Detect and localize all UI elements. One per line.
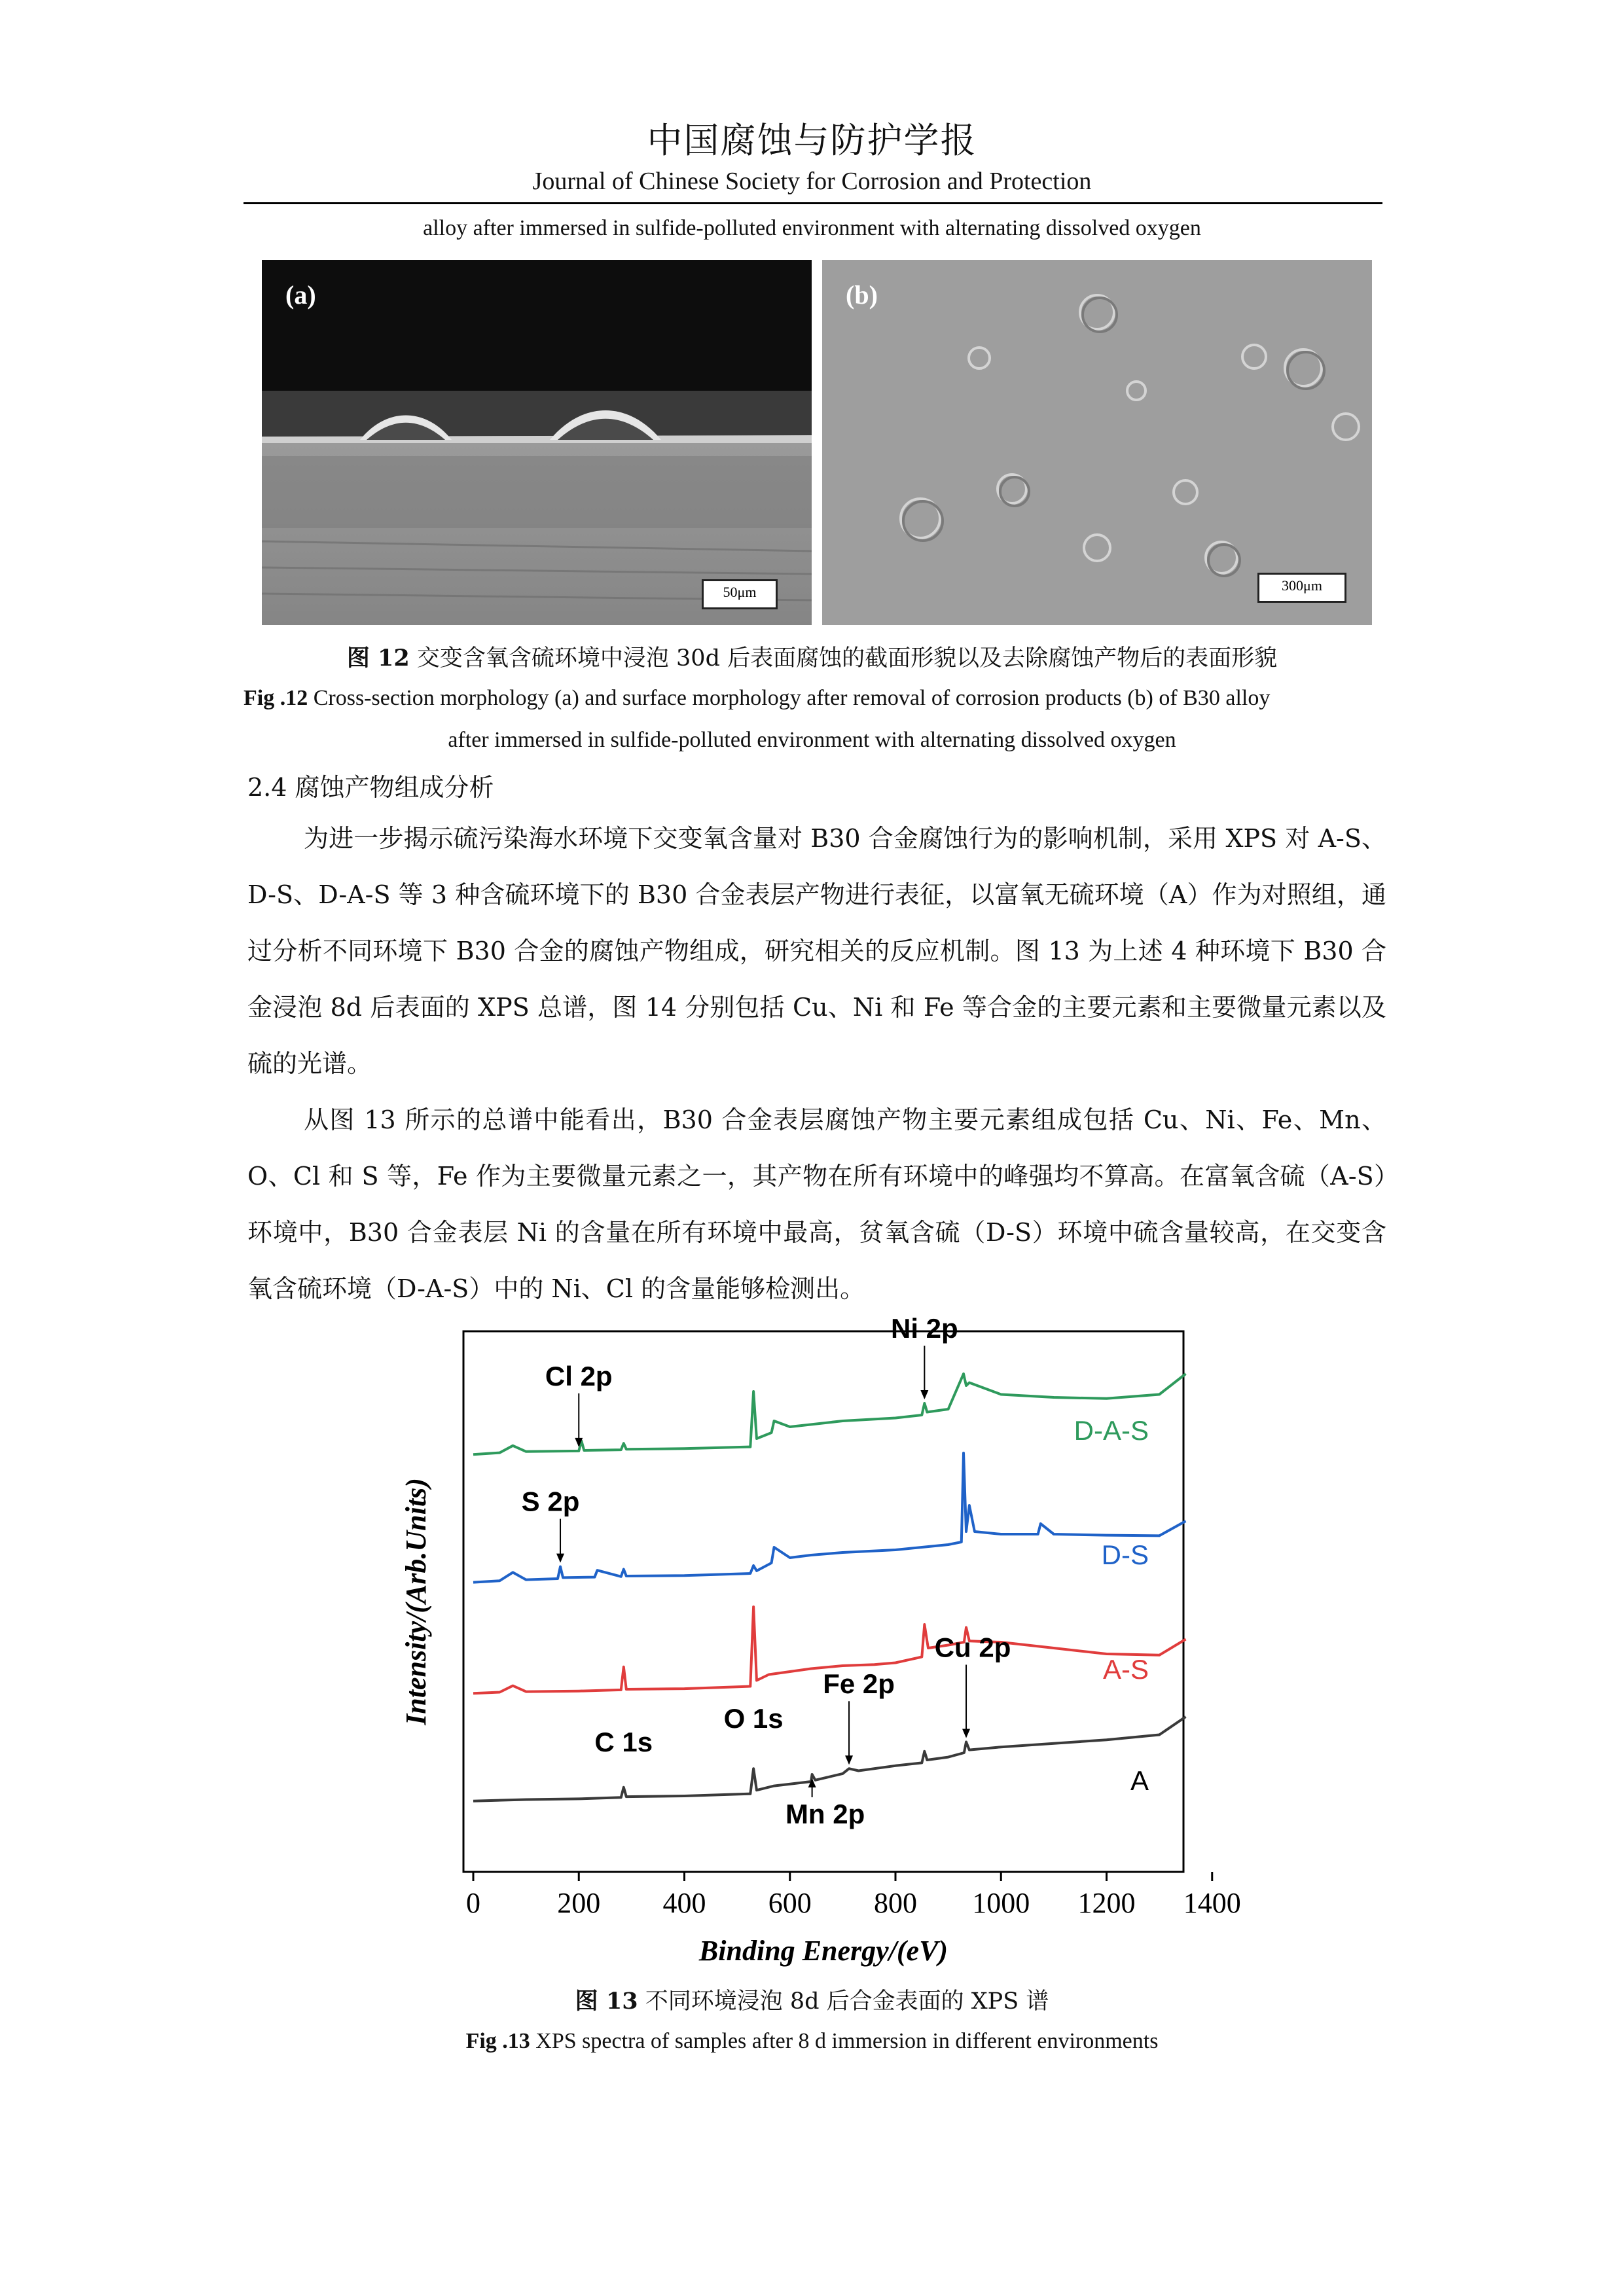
scale-bar-a: 50μm xyxy=(702,579,778,609)
annotation-arrowhead xyxy=(920,1390,928,1399)
series-label-d-a-s: D-A-S xyxy=(1074,1415,1149,1446)
y-axis-label: Intensity/(Arb.Units) xyxy=(400,1478,432,1725)
paragraph-1: 为进一步揭示硫污染海水环境下交变氧含量对 B30 合金腐蚀行为的影响机制，采用 XPS 对 A-S、D-S、D-A-S 等 3 种含硫环境下的 B30 合金表层产物进行表征，以富氧无硫环境（A）作为对照组，通过分析不同环境下 B30 合金的腐蚀产物组成，研究相关的反应机制。图 13 为上述 4 种环境下 B30 合金浸泡 8d 后表面的 XPS 总谱，图 14 分别包括 Cu、Ni 和 Fe 等合金的主要元素和主要微量元素以及硫的光谱。 xyxy=(247,824,1386,1078)
cross-section-image xyxy=(262,260,812,625)
series-label-d-s: D-S xyxy=(1101,1539,1149,1570)
fig13-caption-en-text: XPS spectra of samples after 8 d immersion in different environments xyxy=(530,2029,1159,2053)
fig12-caption-en-line2: after immersed in sulfide-polluted environment with alternating dissolved oxygen xyxy=(448,728,1176,752)
x-tick-label: 800 xyxy=(874,1887,917,1919)
x-tick-label: 200 xyxy=(557,1887,601,1919)
series-line-d-s xyxy=(473,1453,1185,1583)
plot-frame xyxy=(463,1331,1183,1872)
annotation-label: O 1s xyxy=(723,1703,784,1734)
fig12-caption-en-prefix: Fig .12 xyxy=(244,686,308,710)
x-tick-label: 600 xyxy=(768,1887,812,1919)
fig12-caption-cn-text: 交变含氧含硫环境中浸泡 30d 后表面腐蚀的截面形貌以及去除腐蚀产物后的表面形貌 xyxy=(409,645,1278,672)
fig13-caption-cn xyxy=(0,1983,1624,2016)
header-rule xyxy=(244,202,1382,204)
fig13-caption-cn-prefix: 图 13 xyxy=(575,1988,638,2015)
annotation-label: Cu 2p xyxy=(934,1632,1011,1663)
paragraph-2: 从图 13 所示的总谱中能看出，B30 合金表层腐蚀产物主要元素组成包括 Cu、Ni、Fe、Mn、O、Cl 和 S 等，Fe 作为主要微量元素之一，其产物在所有环境中的峰强均不算高。在富氧含硫（A-S）环境中，B30 合金表层 Ni 的含量在所有环境中最高，贫氧含硫（D-S）环境中硫含量较高，在交变含氧含硫环境（D-A-S）中的 Ni、Cl 的含量能够检测出。 xyxy=(247,1105,1386,1303)
previous-caption-tail: alloy after immersed in sulfide-polluted environment with alternating dissolved oxygen xyxy=(423,216,1201,240)
annotation-arrowhead xyxy=(556,1554,564,1563)
annotation-label: S 2p xyxy=(521,1486,580,1517)
section-heading: 2.4 腐蚀产物组成分析 xyxy=(247,773,494,802)
x-tick-label: 1200 xyxy=(1077,1887,1136,1919)
sem-image-cross-section xyxy=(262,260,812,625)
annotation-label: Mn 2p xyxy=(785,1799,865,1829)
annotation-label: Cl 2p xyxy=(545,1360,613,1391)
fig12-caption-cn xyxy=(0,640,1624,673)
annotation-label: Fe 2p xyxy=(823,1668,895,1700)
fig13-caption-en-prefix: Fig .13 xyxy=(465,2029,530,2053)
annotation-arrowhead xyxy=(962,1729,970,1738)
sem-image-surface xyxy=(822,260,1372,625)
series-label-a: A xyxy=(1130,1765,1149,1796)
xps-chart xyxy=(367,1313,1283,1967)
x-tick-label: 400 xyxy=(662,1887,706,1919)
x-tick-label: 1000 xyxy=(972,1887,1030,1919)
panel-b-label: (b) xyxy=(846,280,878,310)
series-line-a xyxy=(473,1717,1185,1801)
fig13-caption-cn-text: 不同环境浸泡 8d 后合金表面的 XPS 谱 xyxy=(638,1988,1049,2015)
panel-a-label: (a) xyxy=(285,280,316,310)
series-label-a-s: A-S xyxy=(1102,1654,1149,1685)
journal-title-cn: 中国腐蚀与防护学报 xyxy=(647,120,977,161)
fig12-caption-en-line1 xyxy=(244,686,1382,711)
x-axis-label: Binding Energy/(eV) xyxy=(698,1935,948,1967)
journal-title-en: Journal of Chinese Society for Corrosion and Protection xyxy=(532,168,1092,195)
annotation-label: C 1s xyxy=(594,1726,653,1757)
x-tick-label: 1400 xyxy=(1183,1887,1241,1919)
scale-bar-b: 300μm xyxy=(1257,573,1346,603)
fig12-caption-cn-prefix: 图 12 xyxy=(346,645,410,672)
x-tick-label: 0 xyxy=(466,1887,480,1919)
fig12-caption-en-text1: Cross-section morphology (a) and surface morphology after removal of corrosion products (b) of B30 alloy xyxy=(308,686,1271,710)
surface-image xyxy=(822,260,1372,625)
annotation-label: Ni 2p xyxy=(891,1313,958,1344)
fig13-caption-en xyxy=(0,2029,1624,2054)
annotation-arrowhead xyxy=(845,1755,853,1765)
